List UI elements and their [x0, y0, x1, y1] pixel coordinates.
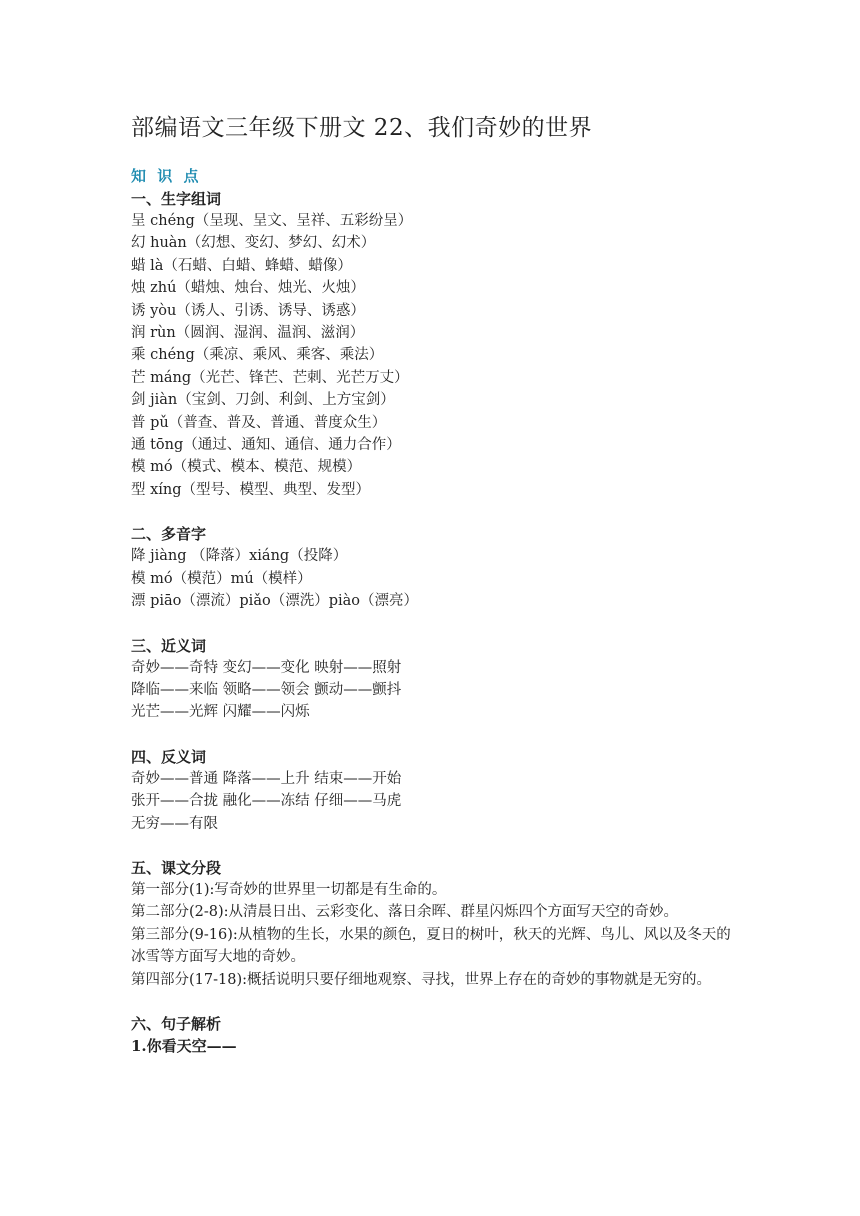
antonym-line: 张开——合拢 融化——冻结 仔细——马虎 — [131, 793, 402, 810]
section-paragraph-division — [131, 857, 741, 991]
vocab-line: 通 tōng（通过、通知、通信、通力合作） — [131, 437, 401, 454]
antonym-line: 无穷——有限 — [131, 815, 218, 832]
section-synonyms — [131, 635, 741, 724]
synonym-line: 降临——来临 领略——领会 颤动——颤抖 — [131, 681, 402, 698]
document-title: 部编语文三年级下册文 22、我们奇妙的世界 — [131, 115, 593, 141]
vocab-line: 诱 yòu（诱人、引诱、诱导、诱惑） — [131, 302, 365, 319]
sentence-item: 1.你看天空—— — [131, 1036, 237, 1055]
polyphone-line: 降 jiàng （降落）xiáng（投降） — [131, 548, 348, 565]
paragraph-part: 第一部分(1):写奇妙的世界里一切都是有生命的。 — [131, 881, 447, 898]
section-polyphones — [131, 523, 741, 612]
section-heading: 二、多音字 — [131, 525, 207, 544]
paragraph-part: 第二部分(2-8):从清晨日出、云彩变化、落日余晖、群星闪烁四个方面写天空的奇妙。 — [131, 904, 679, 921]
synonym-line: 光芒——光辉 闪耀——闪烁 — [131, 704, 310, 721]
vocab-line: 乘 chéng（乘凉、乘风、乘客、乘法） — [131, 347, 384, 364]
synonym-line: 奇妙——奇特 变幻——变化 映射——照射 — [131, 659, 402, 676]
section-heading: 四、反义词 — [131, 747, 207, 766]
document-page — [131, 112, 741, 1079]
section-heading: 五、课文分段 — [131, 858, 222, 877]
paragraph-part: 第四部分(17-18):概括说明只要仔细地观察、寻找，世界上存在的奇妙的事物就是无穷的。 — [131, 971, 711, 988]
antonym-line: 奇妙——普通 降落——上升 结束——开始 — [131, 770, 402, 787]
vocab-line: 普 pǔ（普查、普及、普通、普度众生） — [131, 414, 387, 431]
vocab-line: 幻 huàn（幻想、变幻、梦幻、幻术） — [131, 235, 376, 252]
section-vocabulary — [131, 188, 741, 501]
section-sentence-analysis — [131, 1013, 741, 1057]
polyphone-line: 模 mó（模范）mú（模样） — [131, 570, 312, 587]
vocab-line: 呈 chéng（呈现、呈文、呈祥、五彩纷呈） — [131, 213, 413, 229]
knowledge-points-heading: 知 识 点 — [131, 167, 202, 185]
vocab-line: 烛 zhú（蜡烛、烛台、烛光、火烛） — [131, 280, 365, 297]
vocab-line: 剑 jiàn（宝剑、刀剑、利剑、上方宝剑） — [131, 392, 395, 409]
vocab-line: 模 mó（模式、模本、模范、规模） — [131, 459, 362, 476]
vocab-line: 芒 máng（光芒、锋芒、芒刺、光芒万丈） — [131, 369, 409, 386]
paragraph-part: 第三部分(9-16):从植物的生长，水果的颜色，夏日的树叶，秋天的光辉、鸟儿、风以及冬天的冰雪等方面写大地的奇妙。 — [131, 926, 731, 966]
polyphone-line: 漂 piāo（漂流）piǎo（漂洗）piào（漂亮） — [131, 593, 418, 610]
vocab-line: 型 xíng（型号、模型、典型、发型） — [131, 481, 371, 498]
section-heading: 一、生字组词 — [131, 190, 222, 208]
section-heading: 六、句子解析 — [131, 1014, 222, 1033]
section-heading: 三、近义词 — [131, 636, 207, 655]
section-antonyms — [131, 746, 741, 835]
vocab-line: 蜡 là（石蜡、白蜡、蜂蜡、蜡像） — [131, 257, 352, 274]
vocab-line: 润 rùn（圆润、湿润、温润、滋润） — [131, 325, 365, 342]
